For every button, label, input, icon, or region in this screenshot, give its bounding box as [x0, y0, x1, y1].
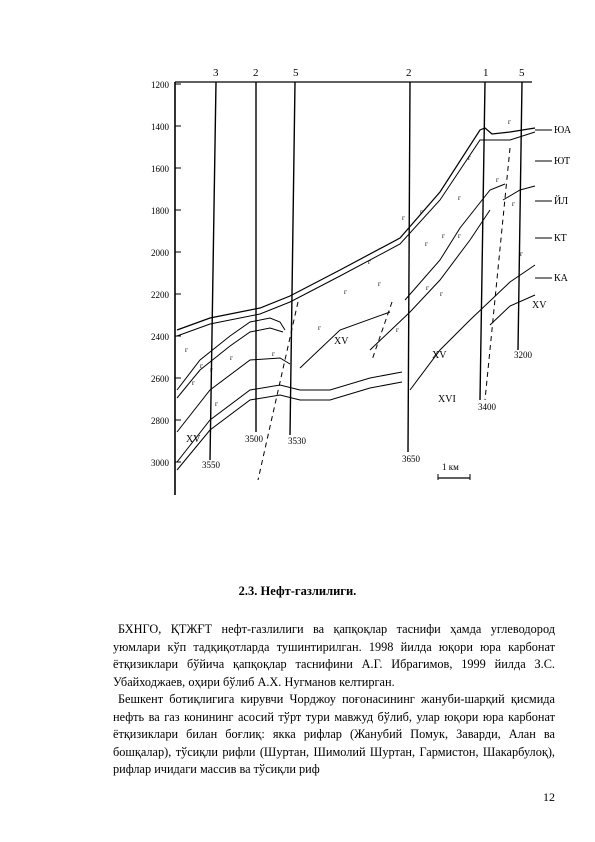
well-number: 2	[253, 67, 259, 79]
facies-mark: г	[272, 350, 275, 358]
horizon-label: ЮА	[554, 125, 572, 136]
paragraph-1: БХНГО, ҚТЖҒТ нефт-газлилиги ва қапқоқлар таснифи ҳамда углеводород уюмлари кўп тадқиқотларда тушинтирилган. 1998 йилда юқори юра карбонат ётқизиклари бўйича қапқоқлар таснифини А.Г. Ибрагимов, 1999 йилда З.С. Убайходжаев, оҳири бўлиб А.Х. Нугманов келтирган.	[113, 622, 555, 689]
well-depth-label: 3550	[202, 460, 220, 470]
well-number: 1	[483, 67, 489, 79]
facies-mark: г	[458, 232, 461, 240]
facies-mark: г	[210, 366, 213, 374]
well-depth-label: 3650	[402, 454, 420, 464]
depth-tick-label: 2800	[151, 416, 169, 426]
facies-mark: г	[440, 290, 443, 298]
depth-tick-label: 1400	[151, 122, 169, 132]
depth-tick-label: 1800	[151, 206, 169, 216]
facies-mark: г	[200, 362, 203, 370]
facies-mark: г	[520, 250, 523, 258]
facies-mark: г	[512, 200, 515, 208]
depth-tick-label: 2400	[151, 332, 169, 342]
paragraph-2: Бешкент ботиқлигига кирувчи Чорджоу поғонасининг жануби-шарқий қисмида нефть ва газ конининг асосий тўрт тури мавжуд бўлиб, улар юқори юра карбонат ётқизиклари билан боғлиқ: якка рифлар (Жанубий Помук, Заварди, Алан ва бошқалар), тўсиқли рифли (Шуртан, Шимолий Шуртан, Гармистон, Шакарбулоқ), рифлар ичидаги массив ва тўсиқли риф	[113, 692, 555, 776]
facies-mark: г	[215, 400, 218, 408]
geological-cross-section	[140, 60, 580, 500]
facies-mark: г	[344, 288, 347, 296]
layer-label: XV	[334, 336, 349, 347]
depth-tick-label: 3000	[151, 458, 169, 468]
facies-mark: г	[185, 346, 188, 354]
horizon-label: КТ	[554, 233, 567, 244]
depth-tick-label: 2000	[151, 248, 169, 258]
well-number: 2	[406, 67, 412, 79]
facies-mark: г	[368, 258, 371, 266]
facies-mark: г	[192, 379, 195, 387]
facies-mark: г	[402, 214, 405, 222]
facies-mark: г	[420, 208, 423, 216]
scale-bar-label: 1 км	[442, 462, 459, 472]
depth-tick-label: 1600	[151, 164, 169, 174]
facies-mark: г	[458, 194, 461, 202]
facies-mark: г	[496, 176, 499, 184]
well-number: 3	[213, 67, 219, 79]
facies-mark: г	[442, 232, 445, 240]
well-number: 5	[519, 67, 525, 79]
depth-tick-label: 1200	[151, 80, 169, 90]
facies-mark: г	[468, 154, 471, 162]
well-depth-label: 3500	[245, 434, 263, 444]
facies-mark: г	[230, 354, 233, 362]
facies-mark: г	[318, 324, 321, 332]
layer-label: XV	[532, 300, 547, 311]
well-depth-label: 3400	[478, 402, 496, 412]
well-depth-label: 3530	[288, 436, 306, 446]
layer-label: XV	[432, 350, 447, 361]
facies-mark: г	[378, 280, 381, 288]
facies-mark: г	[425, 240, 428, 248]
depth-tick-label: 2600	[151, 374, 169, 384]
horizon-label: КА	[554, 273, 568, 284]
section-heading: 2.3. Нефт-газлилиги.	[238, 584, 357, 598]
facies-mark: г	[426, 284, 429, 292]
facies-mark: г	[396, 326, 399, 334]
depth-tick-label: 2200	[151, 290, 169, 300]
well-number: 5	[293, 67, 299, 79]
horizon-label: ЮТ	[554, 156, 571, 167]
facies-mark: г	[508, 118, 511, 126]
page-number: 12	[543, 790, 555, 804]
horizon-label: ЙЛ	[554, 196, 569, 207]
layer-label: XV	[186, 434, 201, 445]
layer-label: XVI	[438, 394, 456, 405]
well-depth-label: 3200	[514, 350, 532, 360]
